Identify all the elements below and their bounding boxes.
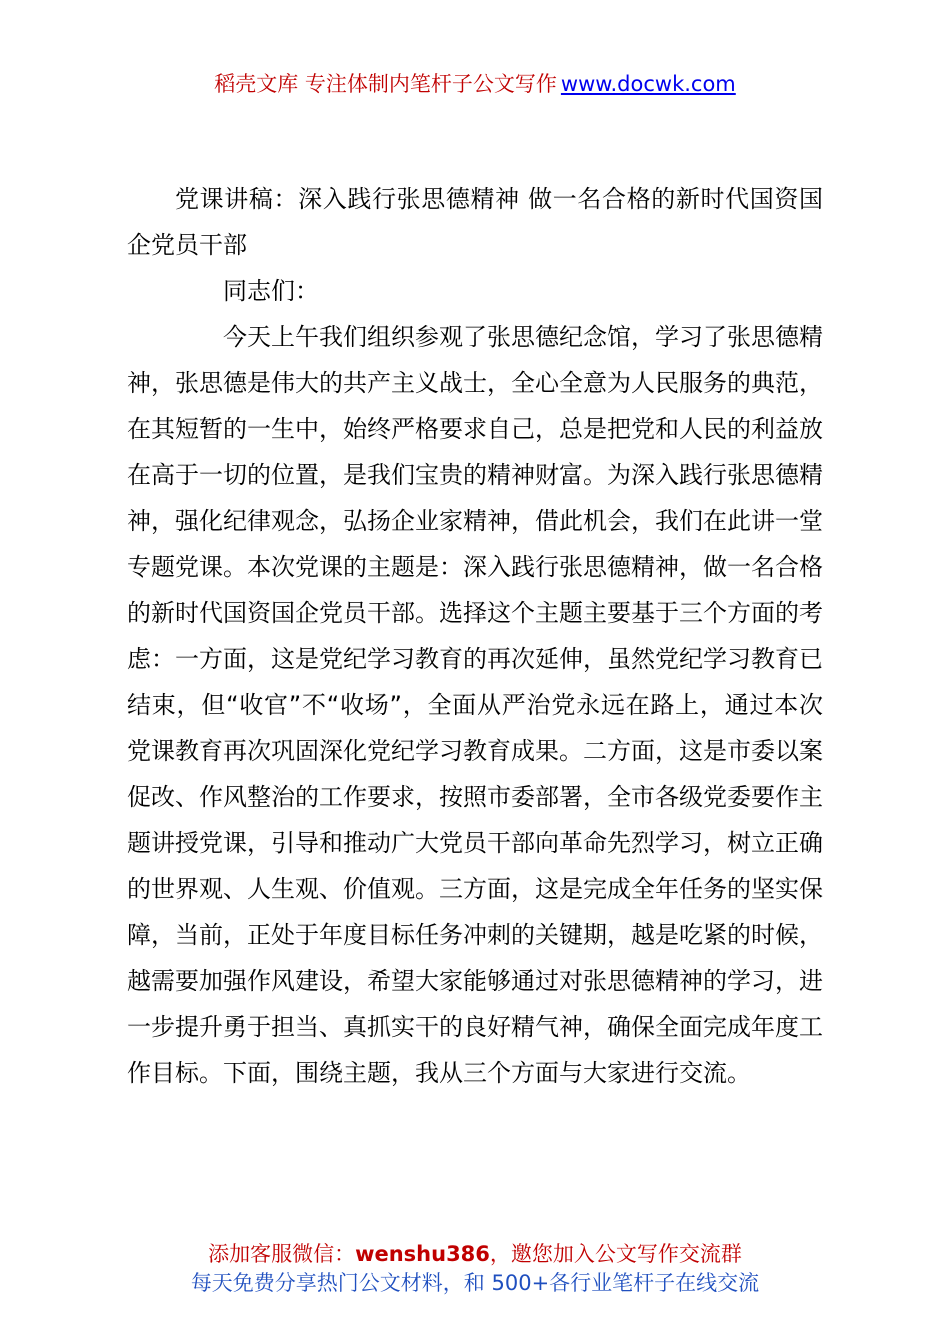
body-paragraph: 今天上午我们组织参观了张思德纪念馆，学习了张思德精神，张思德是伟大的共产主义战士，全心全意为人民服务的典范，在其短暂的一生中，始终严格要求自己，总是把党和人民的利益放在高于一切的位置，是我们宝贵的精神财富。为深入践行张思德精神，强化纪律观念，弘扬企业家精神，借此机会，我们在此讲一堂专题党课。本次党课的主题是：深入践行张思德精神，做一名合格的新时代国资国企党员干部。选择这个主题主要基于三个方面的考虑：一方面，这是党纪学习教育的再次延伸，虽然党纪学习教育已结束，但“收官”不“收场”，全面从严治党永远在路上，通过本次党课教育再次巩固深化党纪学习教育成果。二方面，这是市委以案促改、作风整治的工作要求，按照市委部署，全市各级党委要作主题讲授党课，引导和推动广大党员干部向革命先烈学习，树立正确的世界观、人生观、价值观。三方面，这是完成全年任务的坚实保障，当前，正处于年度目标任务冲刺的关键期，越是吃紧的时候，越需要加强作风建设，希望大家能够通过对张思德精神的学习，进一步提升勇于担当、真抓实干的良好精气神，确保全面完成年度工作目标。下面，围绕主题，我从三个方面与大家进行交流。 <box>127 323 823 1087</box>
footer-contact-prefix: 添加客服微信： <box>208 1242 356 1266</box>
header-tagline: 稻壳文库 专注体制内笔杆子公文写作 <box>214 72 557 96</box>
site-link[interactable]: www.docwk.com <box>560 72 736 96</box>
footer-contact-line <box>0 1240 950 1269</box>
footer-contact-suffix: ，邀您加入公文写作交流群 <box>489 1242 742 1266</box>
page-footer <box>0 1240 950 1298</box>
document-body <box>127 176 823 1096</box>
page-header <box>0 70 950 98</box>
footer-promo-line: 每天免费分享热门公文材料，和 500+各行业笔杆子在线交流 <box>190 1271 760 1295</box>
salutation: 同志们： <box>223 277 319 305</box>
wechat-id: wenshu386 <box>355 1242 490 1266</box>
document-title: 党课讲稿：深入践行张思德精神 做一名合格的新时代国资国企党员干部 <box>127 185 823 259</box>
